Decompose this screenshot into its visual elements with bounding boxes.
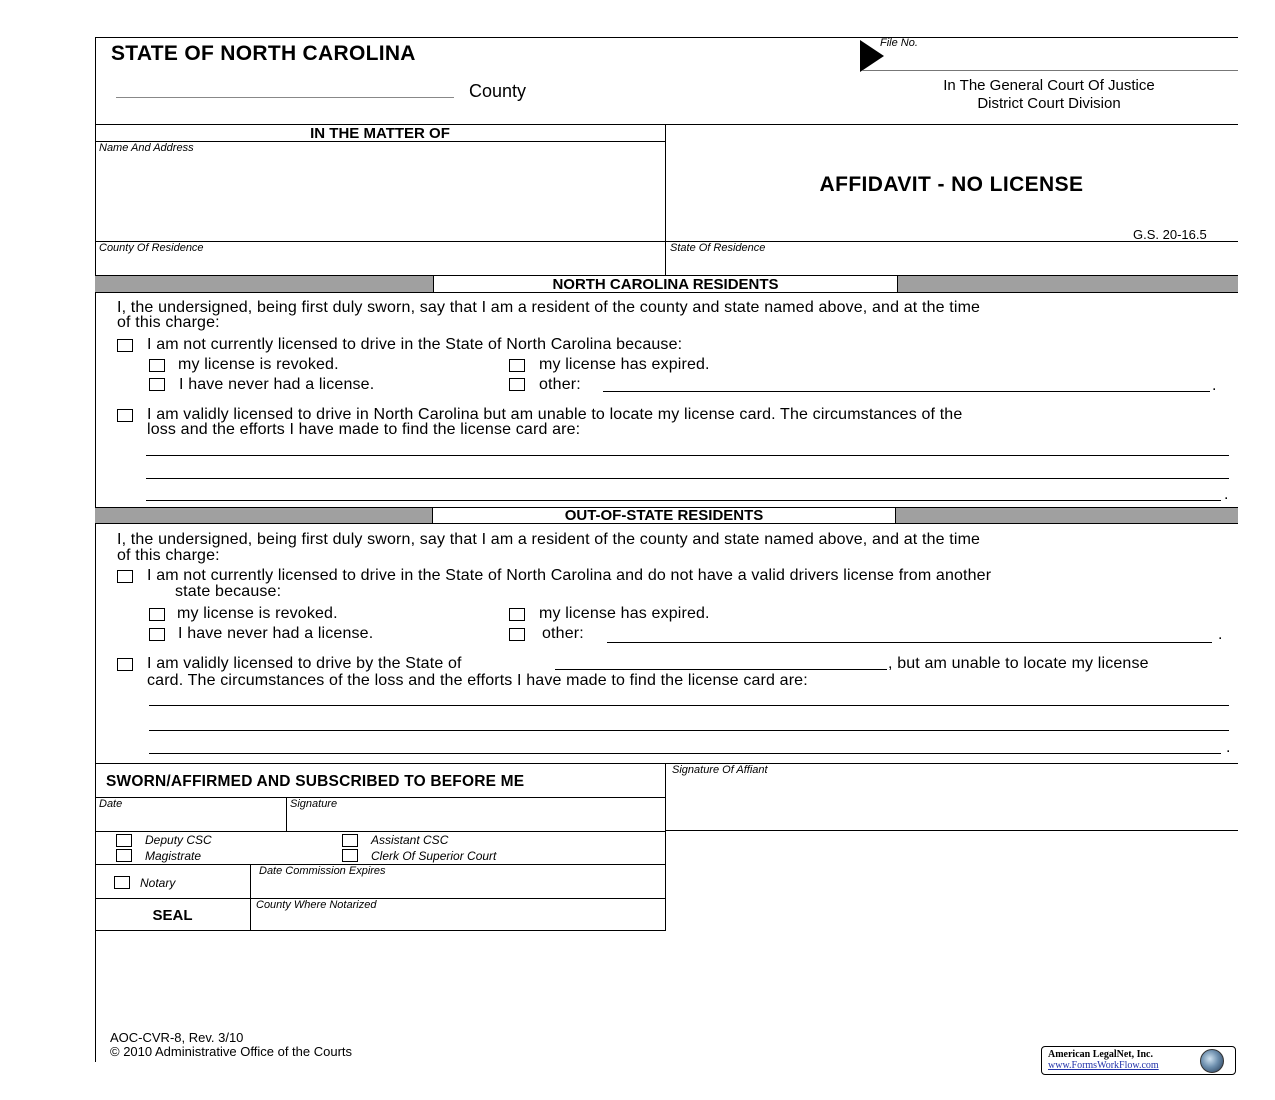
oos-not-licensed-line-2: state because:: [175, 583, 282, 600]
state-residence-label: State Of Residence: [670, 242, 766, 254]
sworn-top-line: [95, 763, 1238, 764]
nc-lost-card-checkbox[interactable]: [117, 409, 133, 422]
form-id: AOC-CVR-8, Rev. 3/10: [110, 1030, 244, 1045]
name-address-field[interactable]: [97, 156, 663, 238]
oos-expired-text: my license has expired.: [539, 605, 710, 622]
court-line-1: In The General Court Of Justice: [943, 77, 1155, 94]
signature-field[interactable]: [288, 811, 663, 830]
sworn-title: SWORN/AFFIRMED AND SUBSCRIBED TO BEFORE ME: [106, 773, 525, 790]
oos-circumstances-line-3[interactable]: [149, 753, 1221, 754]
name-address-label: Name And Address: [99, 142, 194, 154]
residence-top-line: [95, 241, 1238, 242]
seal-row-bottom: [95, 930, 666, 931]
court-line-2: District Court Division: [977, 95, 1121, 112]
oos-never-checkbox[interactable]: [149, 628, 165, 641]
signature-label: Signature: [290, 798, 338, 810]
magistrate-checkbox[interactable]: [116, 849, 132, 862]
nc-circumstances-period: .: [1224, 486, 1229, 503]
oos-lost-card-checkbox[interactable]: [117, 658, 133, 671]
oos-circumstances-line-1[interactable]: [149, 705, 1229, 706]
vendor-badge: [1041, 1046, 1236, 1075]
sworn-right-divider: [665, 763, 666, 931]
deputy-csc-checkbox[interactable]: [116, 834, 132, 847]
oos-other-period: .: [1218, 626, 1223, 643]
copyright: © 2010 Administrative Office of the Courts: [110, 1044, 353, 1059]
statute-ref: G.S. 20-16.5: [1133, 227, 1207, 242]
assistant-csc-text: Assistant CSC: [371, 833, 449, 847]
file-no-label: File No.: [880, 37, 918, 49]
oos-revoked-checkbox[interactable]: [149, 608, 165, 621]
oos-not-licensed-checkbox[interactable]: [117, 570, 133, 583]
notary-text: Notary: [140, 876, 176, 890]
seal-label: SEAL: [152, 907, 193, 924]
seal-row-top: [95, 898, 665, 899]
notary-checkbox[interactable]: [114, 876, 130, 889]
county-residence-label: County Of Residence: [99, 242, 204, 254]
nc-lost-card-line-1: I am validly licensed to drive in North Carolina but am unable to locate my license card. The circumstances of the: [147, 406, 963, 423]
oos-state-input-line[interactable]: [555, 669, 887, 670]
nc-not-licensed-checkbox[interactable]: [117, 339, 133, 352]
nc-lost-card-line-2: loss and the efforts I have made to find the license card are:: [147, 421, 581, 438]
nc-expired-checkbox[interactable]: [509, 359, 525, 372]
oos-lost-card-line-1a: I am validly licensed to drive by the State of: [147, 655, 462, 672]
date-signature-divider: [286, 797, 287, 831]
vendor-url[interactable]: www.FormsWorkFlow.com: [1048, 1060, 1159, 1071]
nc-other-input-line[interactable]: [603, 391, 1210, 392]
clerk-superior-checkbox[interactable]: [342, 849, 358, 862]
county-input-line[interactable]: [116, 97, 454, 98]
state-title: STATE OF NORTH CAROLINA: [111, 42, 416, 65]
county-notarized-label: County Where Notarized: [256, 899, 377, 911]
nc-never-text: I have never had a license.: [179, 376, 375, 393]
nc-other-text: other:: [539, 376, 581, 393]
oos-not-licensed-line-1: I am not currently licensed to drive in the State of North Carolina and do not have a valid drivers license from another: [147, 567, 992, 584]
nc-expired-text: my license has expired.: [539, 356, 710, 373]
oos-section-title: OUT-OF-STATE RESIDENTS: [432, 507, 896, 524]
oos-revoked-text: my license is revoked.: [177, 605, 338, 622]
nc-revoked-checkbox[interactable]: [149, 359, 165, 372]
commission-field[interactable]: [252, 878, 663, 897]
nc-not-licensed-text: I am not currently licensed to drive in the State of North Carolina because:: [147, 336, 683, 353]
nc-never-checkbox[interactable]: [149, 378, 165, 391]
nc-revoked-text: my license is revoked.: [178, 356, 339, 373]
file-no-input-line[interactable]: [862, 70, 1238, 71]
nc-circumstances-line-1[interactable]: [146, 455, 1229, 456]
affiant-signature-field[interactable]: [667, 777, 1236, 829]
oos-intro-line-1: I, the undersigned, being first duly sworn, say that I am a resident of the county and state named above, and at the time: [117, 531, 981, 548]
state-residence-field[interactable]: [667, 255, 1236, 274]
nc-circumstances-line-3[interactable]: [146, 500, 1221, 501]
top-border: [95, 37, 1238, 38]
vendor-globe-icon: [1200, 1049, 1224, 1073]
matter-divider: [665, 124, 666, 276]
deputy-csc-text: Deputy CSC: [145, 833, 212, 847]
nc-circumstances-line-2[interactable]: [146, 478, 1229, 479]
date-row-bottom: [95, 831, 665, 832]
nc-other-period: .: [1212, 377, 1217, 394]
date-field[interactable]: [97, 811, 284, 830]
oos-intro-line-2: of this charge:: [117, 547, 220, 564]
nc-intro-line-2: of this charge:: [117, 314, 220, 331]
nc-intro-line-1: I, the undersigned, being first duly sworn, say that I am a resident of the county and state named above, and at the time: [117, 299, 981, 316]
clerk-superior-text: Clerk Of Superior Court: [371, 849, 497, 863]
matter-title: IN THE MATTER OF: [310, 125, 450, 142]
nc-section-title: NORTH CAROLINA RESIDENTS: [433, 275, 898, 293]
vendor-name: American LegalNet, Inc.: [1048, 1049, 1153, 1060]
affiant-signature-label: Signature Of Affiant: [672, 764, 768, 776]
oos-lost-card-line-2: card. The circumstances of the loss and the efforts I have made to find the license card are:: [147, 672, 808, 689]
oos-other-checkbox[interactable]: [509, 628, 525, 641]
oos-circumstances-period: .: [1226, 739, 1231, 756]
oos-never-text: I have never had a license.: [178, 625, 374, 642]
oos-other-text: other:: [542, 625, 584, 642]
form-title: AFFIDAVIT - NO LICENSE: [819, 173, 1084, 196]
affiant-signature-bottom: [665, 830, 1238, 831]
county-residence-field[interactable]: [97, 255, 663, 274]
date-row-top: [95, 797, 665, 798]
county-notarized-field[interactable]: [252, 912, 663, 929]
county-label: County: [469, 81, 527, 101]
nc-other-checkbox[interactable]: [509, 378, 525, 391]
magistrate-text: Magistrate: [145, 849, 202, 863]
oos-expired-checkbox[interactable]: [509, 608, 525, 621]
assistant-csc-checkbox[interactable]: [342, 834, 358, 847]
oos-lost-card-line-1b: , but am unable to locate my license: [888, 655, 1149, 672]
oos-circumstances-line-2[interactable]: [149, 730, 1229, 731]
commission-label: Date Commission Expires: [259, 865, 386, 877]
oos-other-input-line[interactable]: [607, 642, 1212, 643]
date-label: Date: [99, 798, 123, 810]
